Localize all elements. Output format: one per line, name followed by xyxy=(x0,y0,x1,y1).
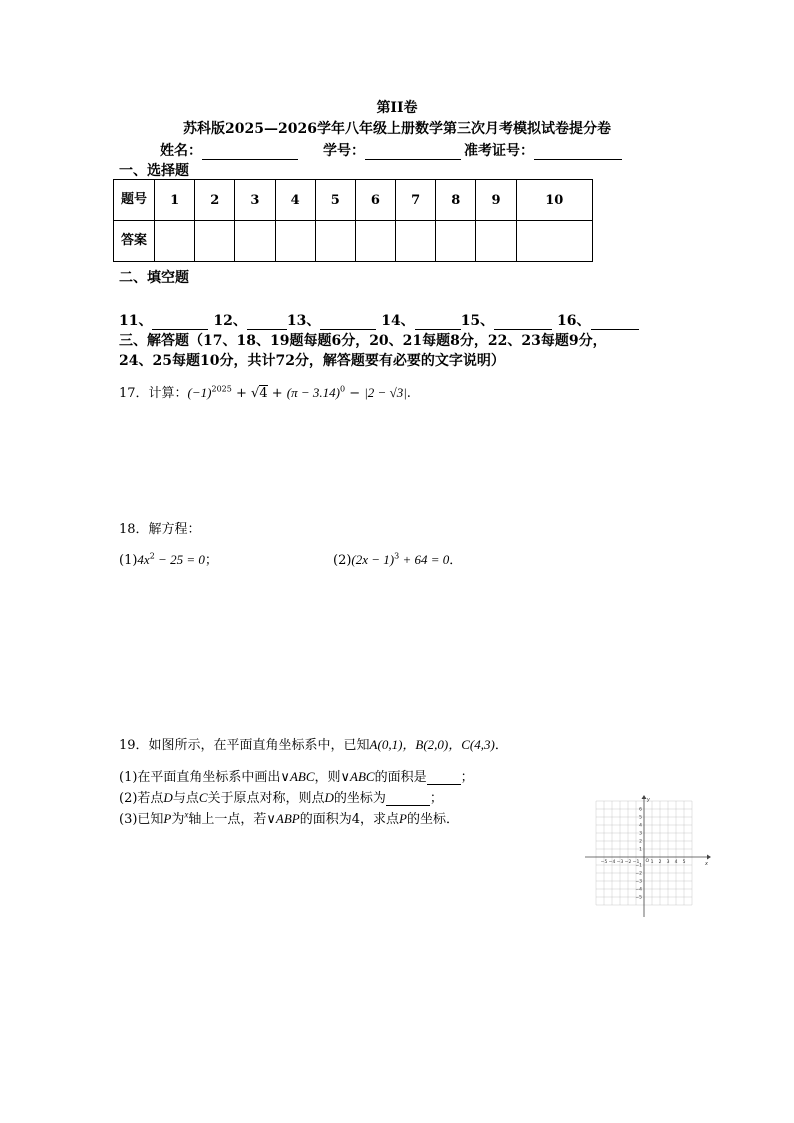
q19-sub-2 xyxy=(119,787,443,806)
section-choice-title: 一、选择题 xyxy=(119,163,189,179)
x-axis-arrow xyxy=(707,855,711,860)
y-tick-label: −3 xyxy=(635,879,642,885)
q17-period: . xyxy=(406,386,411,401)
q18-part-1 xyxy=(119,549,218,568)
x-tick-label: 3 xyxy=(666,860,670,865)
q17-plus: + xyxy=(231,386,252,401)
q19-s2-text: (2)若点 xyxy=(119,791,164,806)
q19-s1-text: 的面积是 xyxy=(374,770,427,785)
fill-item-label: 13、 xyxy=(286,313,321,329)
q18-p2-rest: + 64 = 0 xyxy=(399,552,450,567)
student-id-blank[interactable] xyxy=(365,145,461,160)
answer-table xyxy=(113,179,593,262)
y-tick-label: −4 xyxy=(635,887,642,893)
question-number: 5 xyxy=(315,180,355,221)
question-number: 2 xyxy=(195,180,235,221)
q19-s1-text: ，则∨ xyxy=(314,770,351,785)
q17-minus: − xyxy=(345,386,365,401)
name-field xyxy=(160,140,298,160)
q19-s3-text: 的坐标． xyxy=(406,812,459,827)
y-tick-labels xyxy=(632,807,642,901)
fill-blank[interactable] xyxy=(320,316,376,330)
answer-cell[interactable] xyxy=(476,221,516,262)
y-tick-label: 5 xyxy=(639,815,642,821)
fill-item-label: 11、 xyxy=(119,313,153,329)
q19-s2-d: D xyxy=(324,790,334,805)
question-17 xyxy=(119,382,411,401)
question-number: 1 xyxy=(155,180,195,221)
section-solve-scoring: 24、25每题10分，共计72分，解答题要有必要的文字说明） xyxy=(119,353,505,369)
y-tick-label: −1 xyxy=(635,863,642,869)
q17-plus: + xyxy=(267,386,287,401)
q19-s3-p: P xyxy=(163,811,172,826)
q19-points: A(0,1)，B(2,0)，C(4,3) xyxy=(369,737,495,752)
q17-abs-term: |2 − √3| xyxy=(364,385,407,400)
q19-s3-text: 的面积为4，求点 xyxy=(299,812,400,827)
q19-s1-abc: ABC xyxy=(350,769,375,784)
y-tick-label: −5 xyxy=(635,895,642,901)
x-tick-label: −1 xyxy=(632,860,640,865)
exam-title: 苏科版2025—2026学年八年级上册数学第三次月考模拟试卷提分卷 xyxy=(183,121,611,137)
q17-exp-0: 0 xyxy=(339,384,346,394)
q17-exp-2025: 2025 xyxy=(211,384,232,394)
q19-s2-end: ； xyxy=(429,791,443,806)
q18-p1-prefix: (1) xyxy=(119,553,138,568)
q19-s1-text: (1)在平面直角坐标系中画出∨ xyxy=(119,770,290,785)
q18-p1-expr: 4x xyxy=(137,552,150,567)
sqrt-sign: √ xyxy=(251,386,260,401)
answer-cell[interactable] xyxy=(436,221,476,262)
y-tick-label: 4 xyxy=(639,823,642,829)
q19-s2-blank[interactable] xyxy=(386,792,430,806)
answer-cell[interactable] xyxy=(235,221,275,262)
q18-p2-expr: (2x − 1) xyxy=(351,552,395,567)
q19-s3-text: 轴上一点，若∨ xyxy=(188,812,276,827)
fill-item-label: 12、 xyxy=(213,313,247,329)
q19-s3-abp: ABP xyxy=(275,811,300,826)
question-number: 7 xyxy=(396,180,436,221)
q19-stem-end: ． xyxy=(494,738,508,753)
q19-s3-x: x xyxy=(184,809,189,820)
name-blank[interactable] xyxy=(202,145,298,160)
q17-pi-term: (π − 3.14) xyxy=(286,385,340,400)
q19-s2-text: 的坐标为 xyxy=(333,791,386,806)
origin-label: O xyxy=(645,859,650,864)
x-tick-labels xyxy=(601,859,686,865)
question-number: 9 xyxy=(476,180,516,221)
question-number: 3 xyxy=(235,180,275,221)
x-tick-label: 5 xyxy=(682,860,686,865)
x-tick-label: 1 xyxy=(650,860,654,865)
q19-s1-end: ； xyxy=(460,770,474,785)
exam-no-blank[interactable] xyxy=(534,145,622,160)
y-tick-label: 6 xyxy=(639,807,642,813)
fill-item-label: 15、 xyxy=(460,313,495,329)
answer-cell[interactable] xyxy=(396,221,436,262)
fill-blank[interactable] xyxy=(494,316,552,330)
question-number: 10 xyxy=(516,180,592,221)
q19-stem xyxy=(119,734,508,753)
q17-neg-one: (−1) xyxy=(187,385,212,400)
answer-cell[interactable] xyxy=(315,221,355,262)
q18-label: 18．解方程： xyxy=(119,522,201,537)
answer-table-number-row xyxy=(114,180,593,221)
q18-p1-end: ； xyxy=(204,553,218,568)
question-number: 8 xyxy=(436,180,476,221)
student-id-field xyxy=(323,140,461,160)
answer-cell[interactable] xyxy=(355,221,395,262)
x-tick-label: −4 xyxy=(608,860,616,865)
x-tick-label: −3 xyxy=(616,860,624,865)
answer-cell[interactable] xyxy=(155,221,195,262)
q19-s3-text: (3)已知 xyxy=(119,812,164,827)
question-number: 6 xyxy=(355,180,395,221)
name-label: 姓名： xyxy=(160,143,202,159)
x-tick-label: −2 xyxy=(624,860,632,865)
fill-blank[interactable] xyxy=(247,316,287,330)
x-tick-label: −5 xyxy=(600,860,608,865)
coordinate-grid-figure xyxy=(583,793,713,919)
row-header-answer: 答案 xyxy=(114,221,155,262)
q19-stem-prefix: 19．如图所示，在平面直角坐标系中，已知 xyxy=(119,738,370,753)
answer-cell[interactable] xyxy=(275,221,315,262)
q19-s1-blank[interactable] xyxy=(427,771,461,785)
student-id-label: 学号： xyxy=(323,143,365,159)
q18-p2-end: ． xyxy=(449,553,463,568)
q19-s3-text: 为 xyxy=(171,812,185,827)
q18-part-2 xyxy=(333,549,462,568)
y-tick-label: 1 xyxy=(639,847,642,853)
q19-s2-c: C xyxy=(198,790,208,805)
y-axis-label: y xyxy=(647,797,650,803)
q18-p2-prefix: (2) xyxy=(333,553,352,568)
question-number: 4 xyxy=(275,180,315,221)
answer-cell[interactable] xyxy=(195,221,235,262)
fill-item-label: 14、 xyxy=(381,313,415,329)
answer-table-answer-row xyxy=(114,221,593,262)
q19-s2-text: 关于原点对称，则点 xyxy=(207,791,325,806)
q19-s3-p: P xyxy=(399,811,407,826)
y-tick-label: 2 xyxy=(639,839,642,845)
fill-blank[interactable] xyxy=(591,316,639,330)
q17-label: 17．计算： xyxy=(119,386,188,401)
q19-sub-1 xyxy=(119,766,474,785)
answer-cell[interactable] xyxy=(516,221,592,262)
x-tick-label: 4 xyxy=(674,860,678,865)
x-tick-label: 2 xyxy=(658,860,662,865)
volume-title: 第II卷 xyxy=(376,100,418,116)
y-tick-label: −2 xyxy=(635,871,642,877)
q19-s2-text: 与点 xyxy=(172,791,199,806)
q18-p1-exp: 2 xyxy=(149,551,155,561)
y-axis-arrow xyxy=(642,795,647,799)
q19-s2-d: D xyxy=(163,790,173,805)
exam-no-label: 准考证号： xyxy=(464,143,534,159)
fill-blank[interactable] xyxy=(415,316,461,330)
exam-no-field xyxy=(464,140,622,160)
q19-s1-abc: ABC xyxy=(289,769,315,784)
q18-p1-rest: − 25 = 0 xyxy=(154,552,205,567)
section-fill-title: 二、填空题 xyxy=(119,270,189,286)
y-tick-label: 3 xyxy=(639,831,642,837)
x-axis-label: x xyxy=(705,861,708,867)
fill-blank-row xyxy=(119,310,639,330)
row-header-number: 题号 xyxy=(114,180,155,221)
fill-blank[interactable] xyxy=(152,316,208,330)
section-solve-title: 三、解答题（17、18、19题每题6分，20、21每题8分，22、23每题9分， xyxy=(119,333,607,349)
q17-radicand: 4 xyxy=(259,386,268,401)
q19-sub-3 xyxy=(119,808,459,827)
q18-p2-exp: 3 xyxy=(394,551,400,561)
fill-item-label: 16、 xyxy=(557,313,591,329)
